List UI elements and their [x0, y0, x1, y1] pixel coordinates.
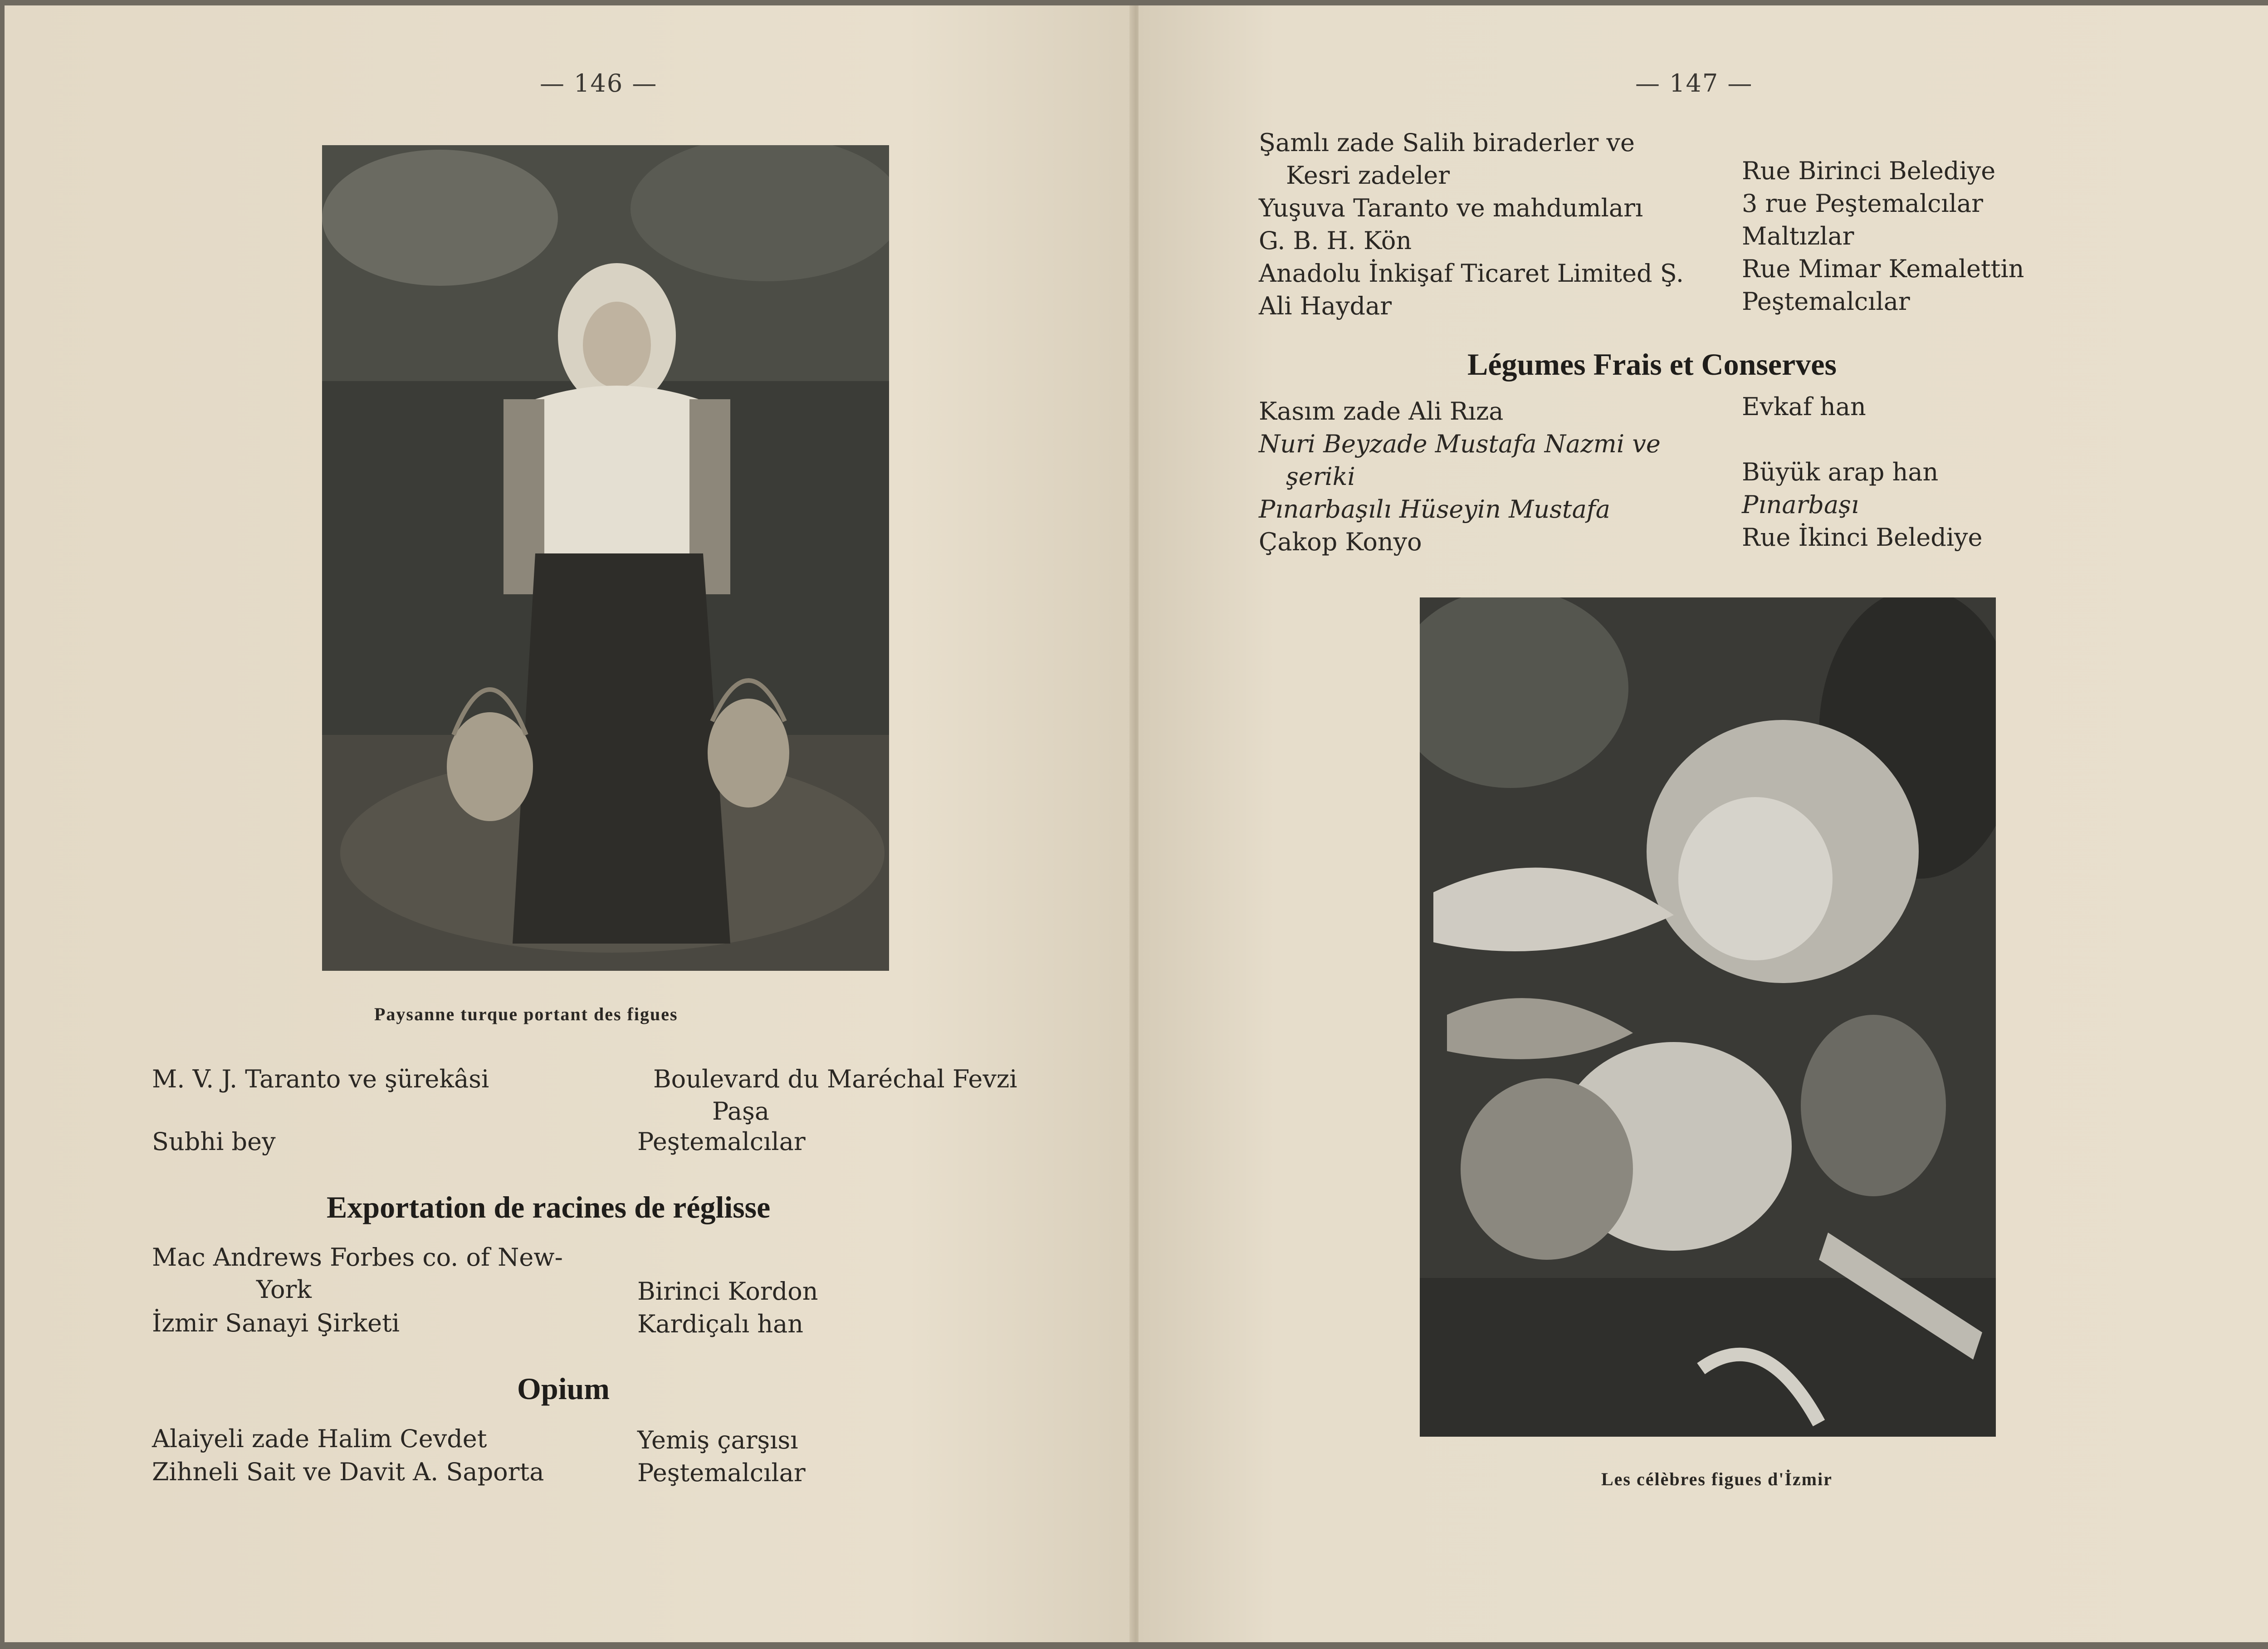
entry-name-cont: şeriki [1286, 462, 1355, 491]
entry-name: G. B. H. Kön [1259, 226, 1412, 255]
entry-name-cont: Kesri zadeler [1286, 161, 1450, 190]
section-heading-vegetables: Légumes Frais et Conserves [1467, 347, 1837, 382]
entry-address: Pınarbaşı [1742, 490, 1859, 519]
entry-address: Peştemalcılar [637, 1127, 806, 1156]
entry-address: Peştemalcılar [1742, 287, 1910, 316]
section-heading-licorice: Exportation de racines de réglisse [327, 1190, 771, 1224]
entry-name: Pınarbaşılı Hüseyin Mustafa [1259, 495, 1610, 524]
photo-caption-right: Les célèbres figues d'İzmir [1601, 1469, 1833, 1489]
entry-address: Büyük arap han [1742, 458, 1939, 486]
page-number-left: — 146 — [540, 69, 658, 98]
entry-address: Maltızlar [1742, 222, 1854, 250]
entry-address: Yemiş çarşısı [637, 1426, 798, 1454]
entry-name: Subhi bey [152, 1127, 276, 1156]
peasant-woman-image [322, 145, 889, 971]
entry-address: Rue Birinci Belediye [1742, 157, 1996, 185]
entry-name: Nuri Beyzade Mustafa Nazmi ve [1259, 430, 1661, 458]
page-number-right: — 147 — [1635, 69, 1753, 98]
entry-address: Boulevard du Maréchal Fevzi [653, 1065, 1017, 1093]
entry-name-cont: York [256, 1275, 312, 1304]
entry-name: Kasım zade Ali Rıza [1259, 397, 1504, 426]
entry-address: Birinci Kordon [637, 1277, 818, 1306]
entry-name: Şamlı zade Salih biraderler ve [1259, 128, 1635, 157]
entry-name: Mac Andrews Forbes co. of New- [152, 1243, 563, 1272]
entry-name: Çakop Konyo [1259, 528, 1422, 556]
entry-name: Yuşuva Taranto ve mahdumları [1259, 194, 1643, 222]
entry-name: İzmir Sanayi Şirketi [152, 1309, 400, 1337]
photo-caption-left: Paysanne turque portant des figues [374, 1004, 678, 1024]
entry-address: 3 rue Peştemalcılar [1742, 189, 1983, 218]
section-heading-opium: Opium [517, 1371, 610, 1406]
entry-name: Ali Haydar [1259, 292, 1392, 320]
entry-name: Anadolu İnkişaf Ticaret Limited Ş. [1259, 259, 1684, 288]
entry-address-cont: Paşa [712, 1097, 770, 1125]
left-page [5, 5, 1133, 1642]
right-page [1139, 5, 2268, 1642]
entry-name: Alaiyeli zade Halim Cevdet [152, 1424, 487, 1453]
photo-peasant-woman [322, 145, 889, 971]
entry-name: M. V. J. Taranto ve şürekâsi [152, 1065, 489, 1093]
entry-address: Rue İkinci Belediye [1742, 523, 1983, 552]
entry-address: Peştemalcılar [637, 1458, 806, 1487]
entry-address: Rue Mimar Kemalettin [1742, 254, 2024, 283]
entry-name: Zihneli Sait ve Davit A. Saporta [152, 1458, 544, 1486]
entry-address: Kardiçalı han [637, 1310, 804, 1338]
photo-figs [1420, 597, 1996, 1437]
entry-address: Evkaf han [1742, 392, 1866, 421]
figs-image [1420, 597, 1996, 1437]
